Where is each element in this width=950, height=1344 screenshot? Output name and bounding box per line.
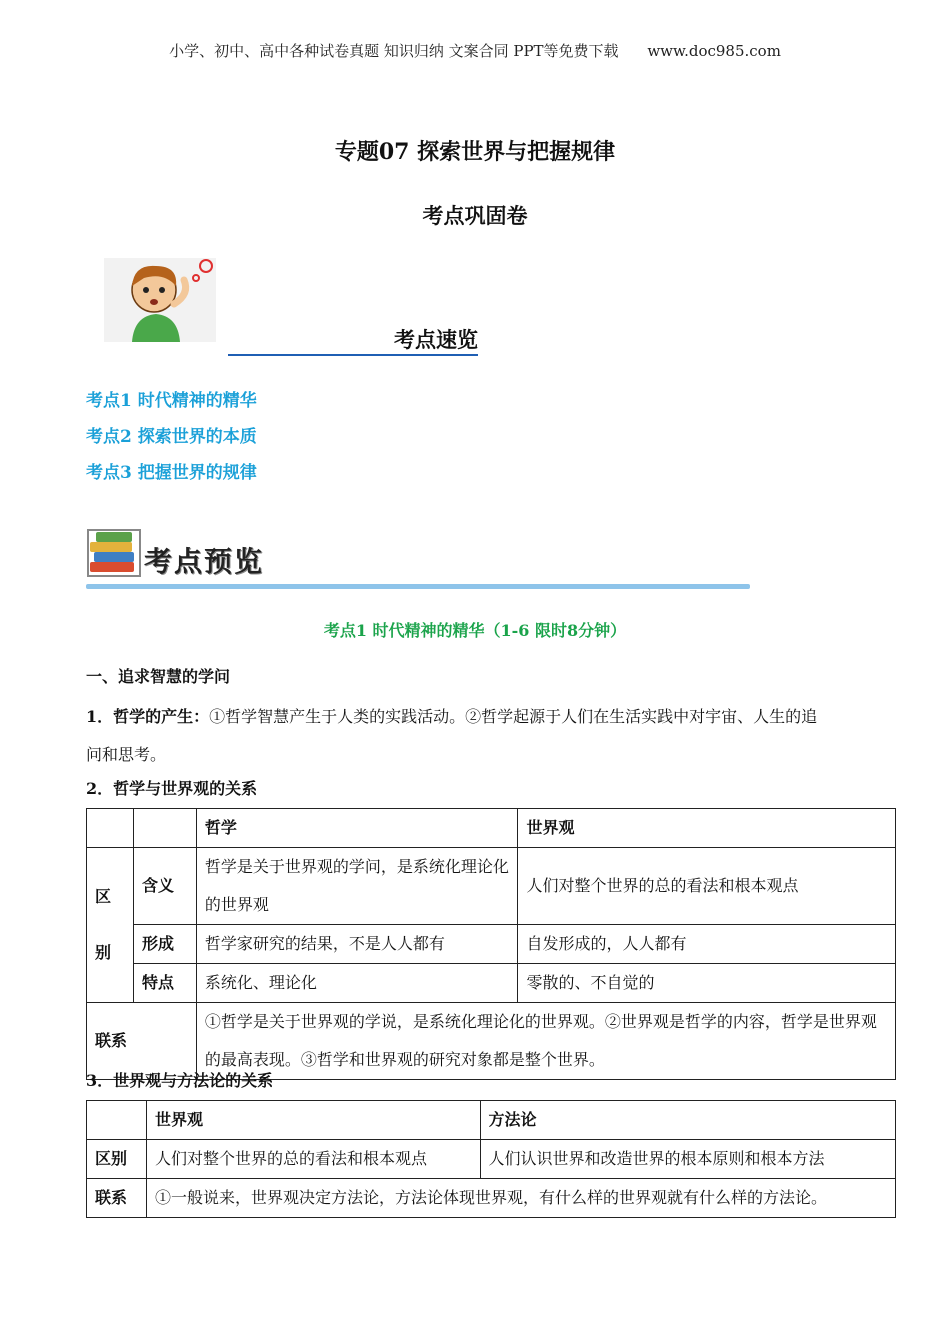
cell-formation-philosophy: 哲学家研究的结果，不是人人都有 [196, 925, 518, 964]
toc-item-1[interactable]: 考点1 时代精神的精华 [86, 391, 257, 411]
heading-pursuit-of-wisdom: 一、追求智慧的学问 [86, 667, 231, 686]
page-subtitle: 考点巩固卷 [422, 203, 528, 228]
page-title: 专题07 探索世界与把握规律 [334, 139, 616, 165]
row-label-meaning: 含义 [133, 848, 196, 925]
row-label-link: 联系 [87, 1179, 147, 1218]
cell-link-text: ①一般说来，世界观决定方法论，方法论体现世界观，有什么样的世界观就有什么样的方法论。 [146, 1179, 895, 1218]
worldview-methodology-table [86, 1100, 896, 1218]
cell-meaning-worldview: 人们对整个世界的总的看法和根本观点 [518, 848, 896, 925]
banner-underline [86, 584, 750, 589]
paragraph-origin-text: ①哲学智慧产生于人类的实践活动。②哲学起源于人们在生活实践中对宇宙、人生的追 [209, 707, 818, 726]
column-header-worldview: 世界观 [146, 1101, 480, 1140]
table-row [87, 1140, 896, 1179]
table-row [87, 848, 896, 925]
header-site[interactable]: www.doc985.com [647, 42, 781, 60]
books-icon [86, 528, 142, 578]
row-group-char: 区 [95, 887, 112, 906]
row-label-feature: 特点 [133, 964, 196, 1003]
table-row [87, 1101, 896, 1140]
heading-worldview-methodology: 3．世界观与方法论的关系 [86, 1071, 274, 1090]
cell-difference-worldview: 人们对整个世界的总的看法和根本观点 [146, 1140, 480, 1179]
cell-feature-philosophy: 系统化、理论化 [196, 964, 518, 1003]
column-header-worldview: 世界观 [518, 809, 896, 848]
table-row [87, 964, 896, 1003]
philosophy-worldview-table [86, 808, 896, 1080]
column-header-philosophy: 哲学 [196, 809, 518, 848]
toc-item-2[interactable]: 考点2 探索世界的本质 [86, 427, 257, 447]
row-label-link: 联系 [87, 1003, 197, 1080]
cell-formation-worldview: 自发形成的，人人都有 [518, 925, 896, 964]
row-group-difference [87, 848, 134, 1003]
table-row [87, 809, 896, 848]
quick-overview-heading [228, 324, 478, 356]
thinking-boy-illustration [104, 258, 216, 342]
paragraph-origin-lead: 1．哲学的产生： [86, 707, 210, 726]
table-cell [133, 809, 196, 848]
paragraph-origin-cont: 问和思考。 [86, 745, 167, 764]
header-tagline: 小学、初中、高中各种试卷真题 知识归纳 文案合同 PPT等免费下载 [169, 42, 619, 60]
page-header [0, 40, 950, 61]
table-row [87, 925, 896, 964]
cell-meaning-philosophy: 哲学是关于世界观的学问，是系统化理论化的世界观 [196, 848, 518, 925]
quick-overview-label: 考点速览 [394, 328, 478, 352]
cell-feature-worldview: 零散的、不自觉的 [518, 964, 896, 1003]
paragraph-origin [86, 704, 817, 727]
table-cell [87, 809, 134, 848]
row-group-char: 别 [95, 943, 112, 962]
preview-banner [86, 528, 750, 592]
preview-banner-label: 考点预览 [144, 545, 265, 578]
row-label-formation: 形成 [133, 925, 196, 964]
heading-philosophy-worldview: 2．哲学与世界观的关系 [86, 779, 258, 798]
column-header-methodology: 方法论 [480, 1101, 895, 1140]
row-label-difference: 区别 [87, 1140, 147, 1179]
section-title: 考点1 时代精神的精华（1-6 限时8分钟） [323, 621, 627, 640]
table-cell [87, 1101, 147, 1140]
cell-link-text: ①哲学是关于世界观的学说，是系统化理论化的世界观。②世界观是哲学的内容，哲学是世界观的最高表现。③哲学和世界观的研究对象都是整个世界。 [196, 1003, 895, 1080]
table-row [87, 1179, 896, 1218]
toc-item-3[interactable]: 考点3 把握世界的规律 [86, 463, 257, 483]
cell-difference-methodology: 人们认识世界和改造世界的根本原则和根本方法 [480, 1140, 895, 1179]
